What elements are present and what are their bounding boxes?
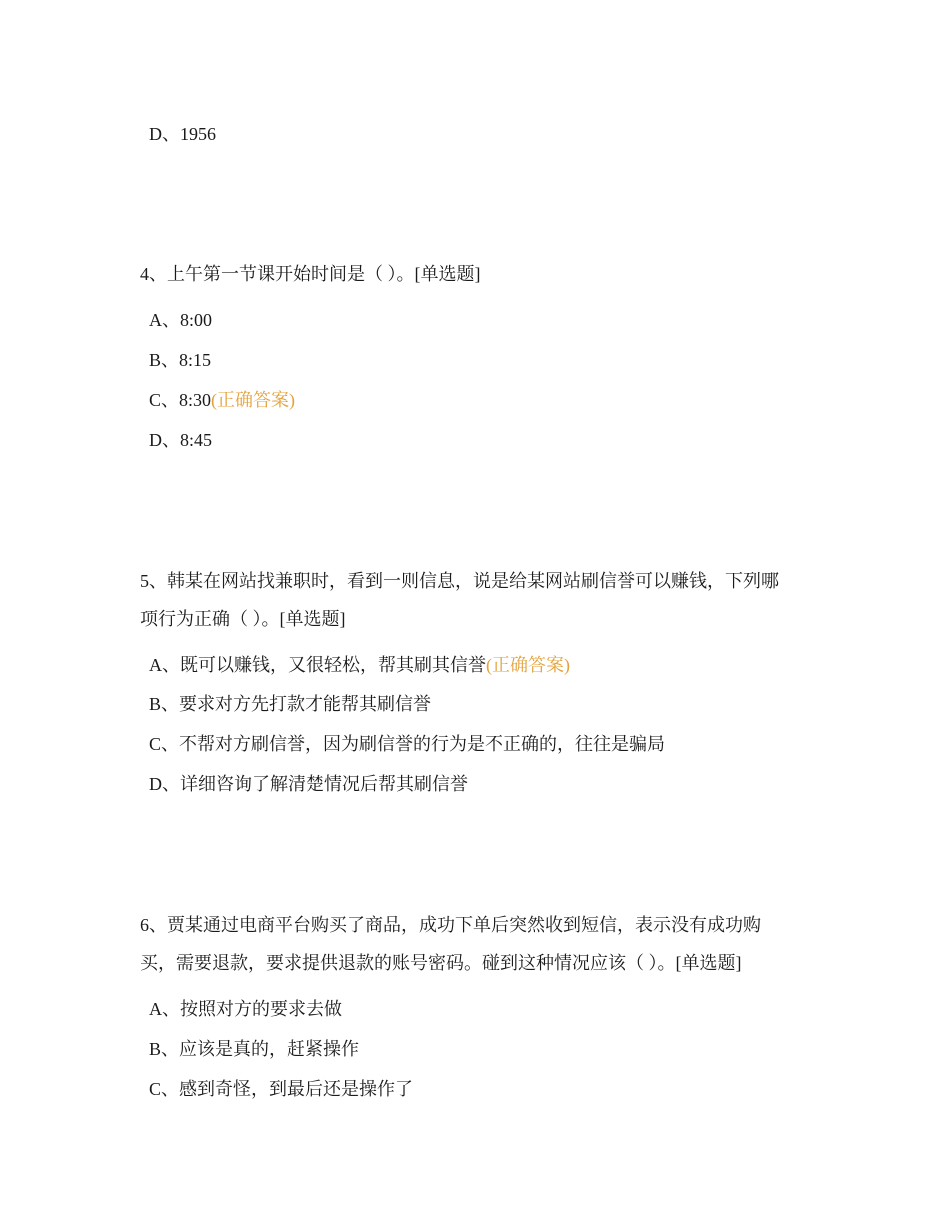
option-label: D、1956 <box>149 124 216 144</box>
question-4-option-b <box>149 348 211 372</box>
question-5-option-c <box>149 732 665 756</box>
question-6-option-a <box>149 997 342 1021</box>
question-6-title-line-2: 买，需要退款，要求提供退款的账号密码。碰到这种情况应该（ ）。[单选题] <box>140 953 742 973</box>
option-label: A、既可以赚钱，又很轻松，帮其刷其信誉 <box>149 655 486 675</box>
question-6-option-c <box>149 1077 413 1101</box>
question-5-option-d <box>149 772 468 796</box>
option-label: B、应该是真的，赶紧操作 <box>149 1039 360 1059</box>
question-4-option-d <box>149 428 212 452</box>
option-label: A、按照对方的要求去做 <box>149 999 342 1019</box>
question-4-title: 4、上午第一节课开始时间是（ ）。[单选题] <box>140 264 481 284</box>
option-label: B、要求对方先打款才能帮其刷信誉 <box>149 694 432 714</box>
option-label: C、感到奇怪，到最后还是操作了 <box>149 1079 414 1099</box>
option-label: B、8:15 <box>149 350 212 370</box>
correct-answer-mark: (正确答案) <box>486 655 570 675</box>
question-5-title-line-2: 项行为正确（ ）。[单选题] <box>140 609 346 629</box>
question-5-title-line-1: 5、韩某在网站找兼职时，看到一则信息，说是给某网站刷信誉可以赚钱，下列哪 <box>140 571 779 591</box>
question-5-option-a <box>149 653 570 677</box>
question-5-option-b <box>149 692 431 716</box>
question-6-title-line-1: 6、贾某通过电商平台购买了商品，成功下单后突然收到短信，表示没有成功购 <box>140 915 761 935</box>
option-label: C、不帮对方刷信誉，因为刷信誉的行为是不正确的，往往是骗局 <box>149 734 666 754</box>
question-4-option-a <box>149 308 212 332</box>
option-label: C、8:30 <box>149 390 212 410</box>
question-6-option-b <box>149 1037 359 1061</box>
option-d-prev <box>149 122 216 146</box>
option-label: A、8:00 <box>149 310 212 330</box>
correct-answer-mark: (正确答案) <box>211 390 296 410</box>
option-label: D、详细咨询了解清楚情况后帮其刷信誉 <box>149 774 468 794</box>
question-4-option-c <box>149 388 295 412</box>
option-label: D、8:45 <box>149 430 212 450</box>
